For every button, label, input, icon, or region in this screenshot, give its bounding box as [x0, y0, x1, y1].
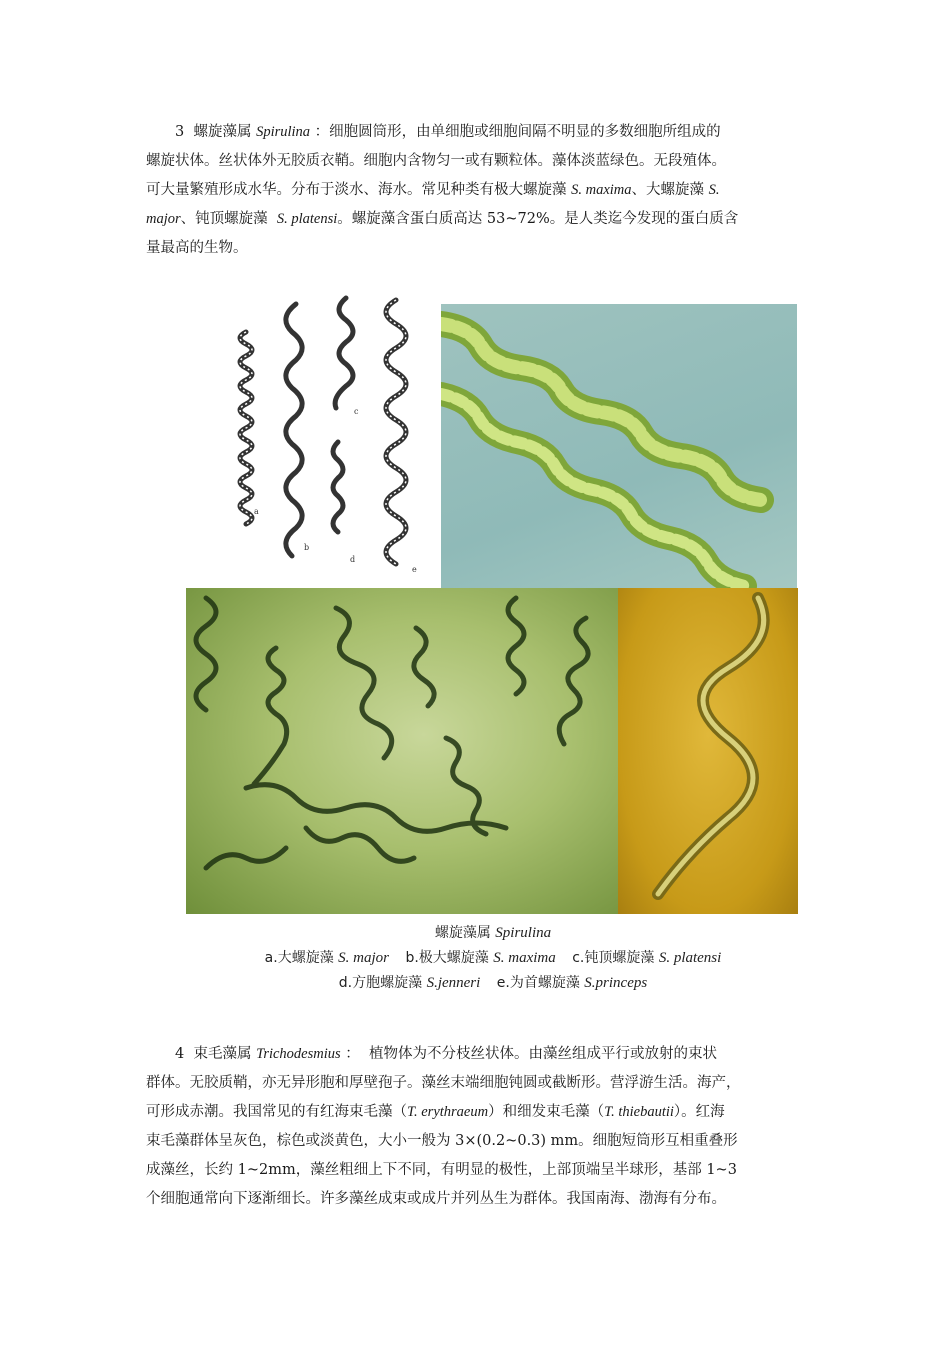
caption-item-c: c.钝顶螺旋藻 S. platensi — [572, 950, 722, 966]
figure-caption-line-3 — [186, 972, 800, 992]
drawing-d-filament — [333, 442, 343, 532]
drawing-label-a: a — [254, 507, 259, 516]
genus-name-latin: Spirulina — [256, 124, 311, 140]
spirulina-micrograph-green — [186, 588, 618, 914]
section-3-line-4: major、钝顶螺旋藻 S. platensi。螺旋藻含蛋白质高达 53~72%。是人类迄今发现的蛋白质含 — [146, 211, 739, 227]
section-4-line-3: 可形成赤潮。我国常见的有红海束毛藻（T. erythraeum）和细发束毛藻（T. thiebautii）。红海 — [146, 1104, 725, 1120]
spirulina-micrograph-yellow — [618, 588, 798, 914]
figure-caption-line-2 — [186, 947, 800, 967]
drawing-c-filament — [335, 298, 353, 408]
caption-item-e: e.为首螺旋藻 S.princeps — [496, 975, 648, 991]
section-3-line-1: 3 螺旋藻属 Spirulina ：细胞圆筒形，由单细胞或细胞间隔不明显的多数细胞所组成的 — [175, 124, 721, 140]
drawing-e-filament — [386, 300, 406, 564]
caption-item-b: b.极大螺旋藻 S. maxima — [405, 950, 556, 966]
drawing-label-d: d — [350, 555, 356, 564]
spirulina-figure — [186, 292, 800, 1000]
drawing-label-e: e — [412, 565, 417, 574]
section-3-line-3: 可大量繁殖形成水华。分布于淡水、海水。常见种类有极大螺旋藻 S. maxima、大螺旋藻 S. — [146, 182, 720, 198]
genus-name-cn: 束毛藻属 — [193, 1046, 252, 1062]
section-4-paragraph — [146, 1040, 810, 1214]
genus-name-cn: 螺旋藻属 — [193, 124, 252, 140]
section-4-line-5: 成藻丝，长约 1~2mm，藻丝粗细上下不同，有明显的极性，上部顶端呈半球形，基部 1~3 — [146, 1162, 737, 1178]
genus-name-latin: Trichodesmius — [256, 1046, 341, 1062]
section-3-line-2: 螺旋状体。丝状体外无胶质衣鞘。细胞内含物匀一或有颗粒体。藻体淡蓝绿色。无段殖体。 — [146, 153, 726, 169]
figure-caption-title: 螺旋藻属 Spirulina — [434, 925, 552, 941]
drawing-label-b: b — [304, 543, 310, 552]
section-4-line-6: 个细胞通常向下逐渐细长。许多藻丝成束或成片并列丛生为群体。我国南海、渤海有分布。 — [146, 1191, 726, 1207]
section-3-line-5: 量最高的生物。 — [146, 240, 248, 256]
drawing-label-c: c — [354, 407, 359, 416]
caption-item-d: d.方胞螺旋藻 S.jenneri — [338, 975, 481, 991]
section-4-line-4: 束毛藻群体呈灰色，棕色或淡黄色，大小一般为 3×(0.2~0.3) mm。细胞短筒形互相重叠形 — [146, 1133, 738, 1149]
caption-item-a: a.大螺旋藻 S. major — [264, 950, 389, 966]
drawing-b-filament — [286, 304, 302, 556]
section-4-line-1: 4 束毛藻属 Trichodesmius ： 植物体为不分枝丝状体。由藻丝组成平行或放射的束状 — [175, 1046, 717, 1062]
section-3-paragraph — [146, 118, 810, 263]
spirulina-line-drawings — [186, 292, 441, 588]
spirulina-micrograph-teal — [441, 304, 797, 588]
section-4-line-2: 群体。无胶质鞘，亦无异形胞和厚壁孢子。藻丝末端细胞钝圆或截断形。营浮游生活。海产， — [146, 1075, 741, 1091]
